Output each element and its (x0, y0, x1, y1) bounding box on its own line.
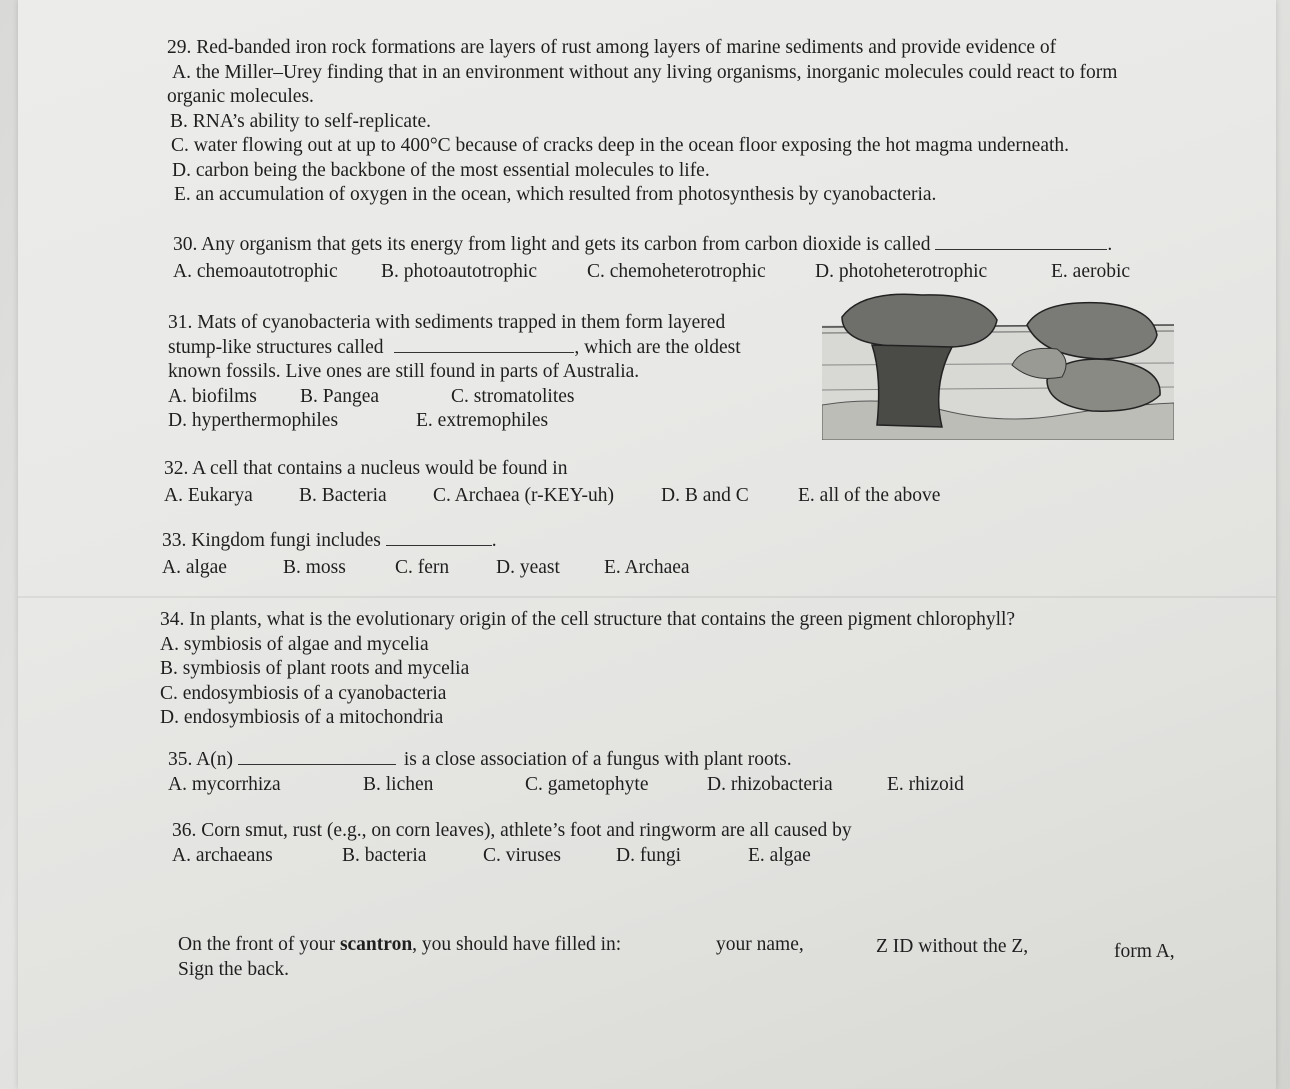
option-d: D. B and C (661, 484, 749, 506)
paper-fold (18, 596, 1276, 598)
option-d: D. rhizobacteria (707, 773, 833, 795)
scantron-instructions (178, 933, 621, 982)
option-c: C. viruses (483, 844, 561, 866)
question-32 (164, 457, 940, 508)
option-c: C. gametophyte (525, 773, 649, 795)
option-e: E. aerobic (1051, 260, 1131, 282)
option-b: B. RNA’s ability to self-replicate. (170, 110, 432, 132)
question-stem-2a: stump-like structures called (168, 336, 384, 358)
option-b: B. photoautotrophic (381, 260, 537, 282)
option-c: C. stromatolites (451, 385, 575, 407)
question-stem: 30. Any organism that gets its energy from light and gets its carbon from carbon dioxide is called (173, 234, 931, 255)
option-e: E. all of the above (798, 484, 941, 506)
option-a: A. mycorrhiza (168, 773, 281, 795)
option-a: A. algae (162, 556, 227, 578)
answer-blank (935, 233, 1107, 250)
option-c: C. Archaea (r-KEY-uh) (433, 484, 614, 506)
question-stem: 33. Kingdom fungi includes (162, 530, 381, 551)
option-d: D. carbon being the backbone of the most essential molecules to life. (172, 159, 710, 181)
question-stem-2b: , which are the oldest (574, 336, 741, 358)
instruction-text-2: , you should have filled in: (412, 934, 622, 955)
option-a: A. Eukarya (164, 484, 253, 506)
option-a: A. the Miller–Urey finding that in an environment without any living organisms, inorganic molecules could react to form (172, 61, 1118, 83)
option-c: C. water flowing out at up to 400°C because of cracks deep in the ocean floor exposing the hot magma underneath. (171, 135, 1070, 156)
field-zid: Z ID without the Z, (876, 936, 1029, 957)
option-e: E. algae (748, 844, 811, 866)
field-name: your name, (716, 934, 804, 955)
question-stem: 34. In plants, what is the evolutionary origin of the cell structure that contains the green pigment chlorophyll? (160, 609, 1016, 630)
option-d: D. endosymbiosis of a mitochondria (160, 707, 444, 728)
option-e: E. rhizoid (887, 773, 964, 795)
question-stem-3: known fossils. Live ones are still found in parts of Australia. (168, 361, 640, 382)
option-a: A. symbiosis of algae and mycelia (160, 633, 429, 655)
question-stem-a: 35. A(n) (168, 749, 233, 770)
option-d: D. fungi (616, 844, 681, 866)
question-29 (167, 36, 1117, 208)
option-b: B. Bacteria (299, 484, 387, 506)
option-e: E. Archaea (604, 556, 690, 578)
answer-blank (386, 529, 492, 546)
question-34 (160, 608, 1015, 731)
option-a: A. chemoautotrophic (173, 260, 338, 282)
scantron-word: scantron (339, 934, 413, 955)
option-b: B. moss (283, 556, 346, 578)
answer-blank (394, 336, 574, 353)
question-36 (172, 819, 852, 868)
option-c: C. chemoheterotrophic (587, 260, 766, 282)
question-stem: 32. A cell that contains a nucleus would be found in (164, 458, 568, 479)
field-form: form A, (1114, 941, 1175, 962)
question-31 (168, 311, 741, 434)
option-c: C. fern (395, 556, 450, 578)
option-d: D. hyperthermophiles (168, 410, 339, 431)
answer-blank (238, 748, 396, 765)
option-a: A. archaeans (172, 844, 273, 866)
stromatolite-illustration (822, 285, 1174, 440)
option-b: B. lichen (363, 773, 434, 795)
option-d: D. yeast (496, 556, 560, 578)
question-30 (173, 233, 1130, 284)
option-e: E. extremophiles (416, 410, 549, 431)
question-stem: 29. Red-banded iron rock formations are layers of rust among layers of marine sediments and provide evidence of (167, 37, 1057, 58)
stem-end: . (491, 530, 497, 551)
instruction-text: On the front of your (178, 934, 336, 955)
question-stem-b: is a close association of a fungus with plant roots. (403, 749, 792, 770)
question-33 (162, 529, 690, 580)
question-stem: 31. Mats of cyanobacteria with sediments trapped in them form layered (168, 312, 726, 333)
question-35 (168, 748, 964, 797)
option-a: A. biofilms (168, 385, 257, 407)
option-b: B. symbiosis of plant roots and mycelia (160, 658, 470, 679)
option-d: D. photoheterotrophic (815, 260, 988, 282)
option-a-cont: organic molecules. (167, 86, 314, 107)
option-b: B. Pangea (300, 385, 380, 407)
question-stem: 36. Corn smut, rust (e.g., on corn leaves), athlete’s foot and ringworm are all caused by (172, 820, 852, 841)
option-c: C. endosymbiosis of a cyanobacteria (160, 682, 447, 704)
stem-end: . (1107, 234, 1113, 255)
sign-instruction: Sign the back. (178, 958, 290, 980)
option-b: B. bacteria (342, 844, 427, 866)
option-e: E. an accumulation of oxygen in the ocean, which resulted from photosynthesis by cyanobacteria. (174, 184, 937, 205)
